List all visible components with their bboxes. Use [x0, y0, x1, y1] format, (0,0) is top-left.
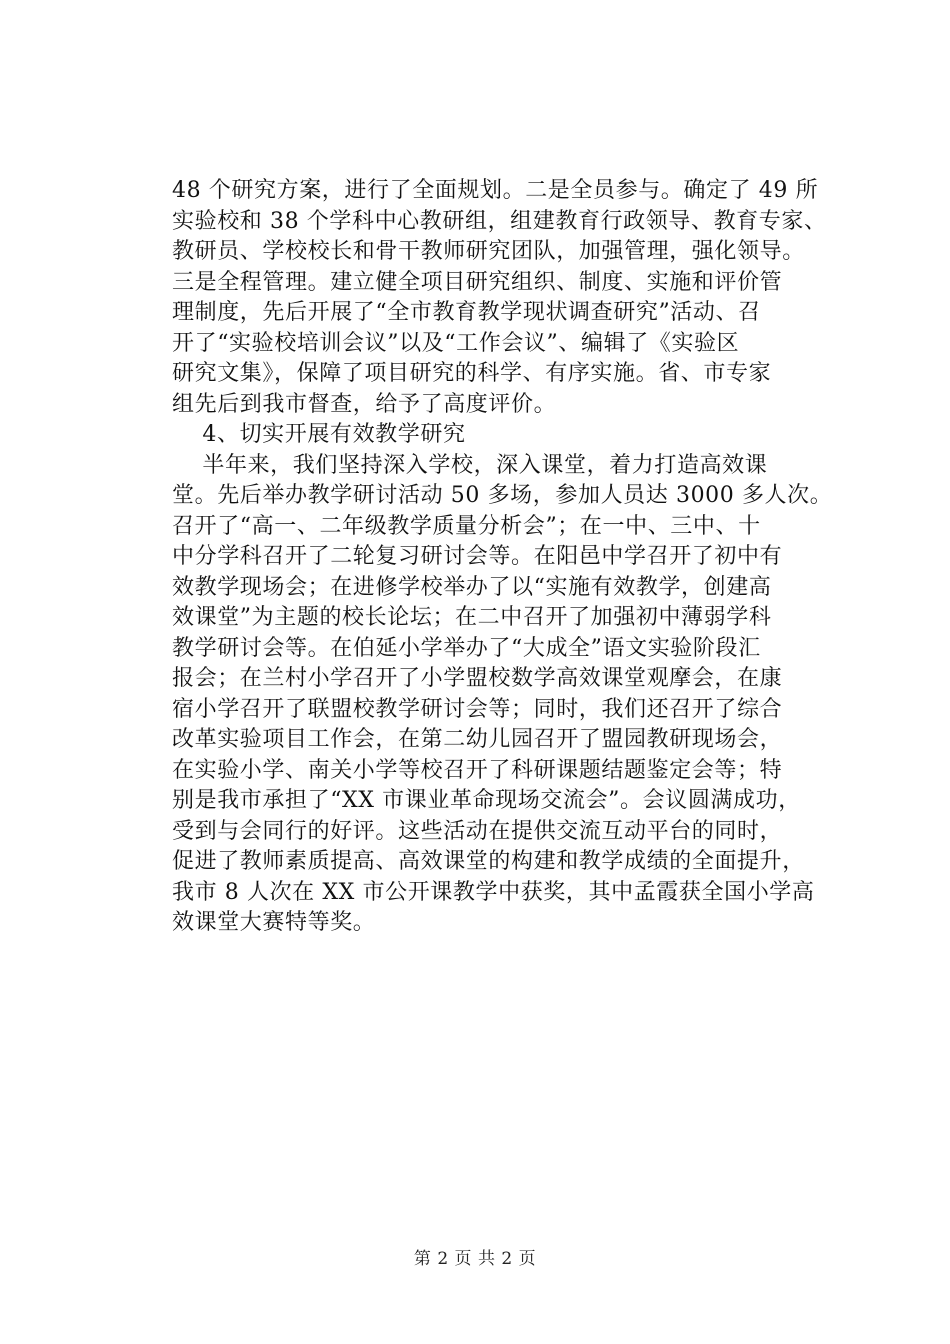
- page-number-footer: 第 2 页 共 2 页: [413, 1249, 537, 1269]
- section-heading-effective-teaching: 4、切实开展有效教学研究: [172, 422, 466, 447]
- paragraph-project-management: 48 个研究方案，进行了全面规划。二是全员参与。确定了 49 所 实验校和 38 个学科中心教研组，组建教育行政领导、教育专家、 教研员、学校校长和骨干教师研究团队，加强管理，强化领导。 三是全程管理。建立健全项目研究组织、制度、实施和评价管 理制度，先后开展了“全市教育教学现状调查研究”活动、召 开了“实验校培训会议”以及“工作会议”、编辑了《实验区 研究文集》，保障了项目研究的科学、有序实施。省、市专家 组先后到我市督查，给予了高度评价。: [172, 178, 827, 417]
- document-body: [172, 176, 872, 939]
- paragraph-effective-teaching: 半年来，我们坚持深入学校，深入课堂，着力打造高效课 堂。先后举办教学研讨活动 50 多场，参加人员达 3000 多人次。 召开了“高一、二年级教学质量分析会”；在一中、三中、十 中分学科召开了二轮复习研讨会等。在阳邑中学召开了初中有 效教学现场会；在进修学校举办了以“实施有效教学，创建高 效课堂”为主题的校长论坛；在二中召开了加强初中薄弱学科 教学研讨会等。在伯延小学举办了“大成全”语文实验阶段汇 报会；在兰村小学召开了小学盟校数学高效课堂观摩会，在康 宿小学召开了联盟校教学研讨会等；同时，我们还召开了综合 改革实验项目工作会，在第二幼儿园召开了盟园教研现场会， 在实验小学、南关小学等校召开了科研课题结题鉴定会等；特 别是我市承担了“XX 市课业革命现场交流会”。会议圆满成功， 受到与会同行的好评。这些活动在提供交流互动平台的同时， 促进了教师素质提高、高效课堂的构建和教学成绩的全面提升， 我市 8 人次在 XX 市公开课教学中获奖，其中孟霞获全国小学高 效课堂大赛特等奖。: [172, 452, 833, 935]
